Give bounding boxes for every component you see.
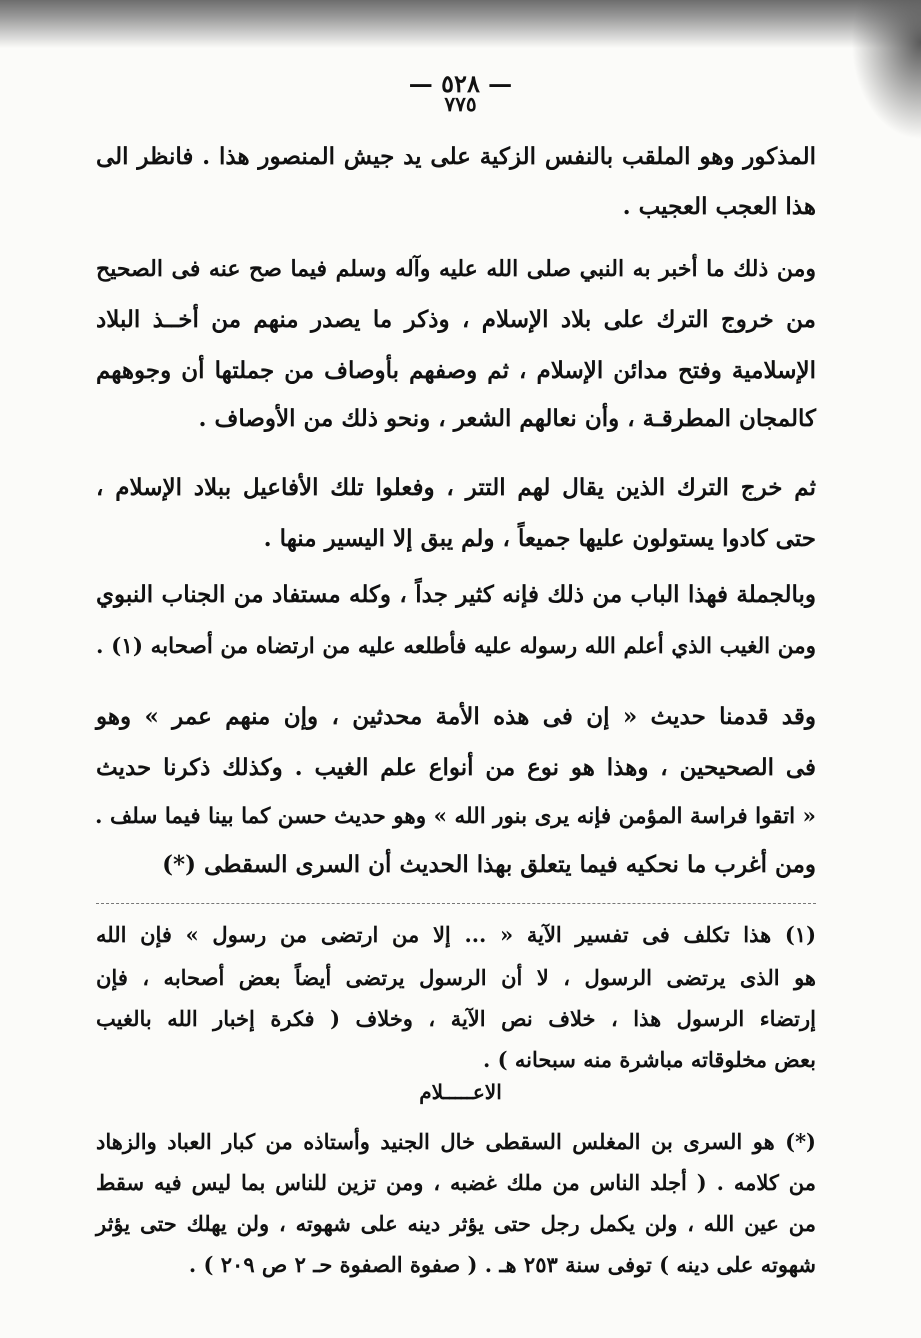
footnote-line: شهوته على دينه ) توفى سنة ٢٥٣ هـ . ( صفوة الصفوة حـ ٢ ص ٢٠٩ ) . bbox=[188, 1252, 816, 1277]
footnote-line: من عين الله ، ولن يكمل رجل حتى يؤثر دينه على شهوته ، ولن يهلك حتى يؤثر bbox=[96, 1211, 816, 1236]
footnote-separator bbox=[96, 903, 816, 904]
body-line: المذكور وهو الملقب بالنفس الزكية على يد جيش المنصور هذا . فانظر الى bbox=[96, 143, 816, 170]
footnote-line: بعض مخلوقاته مباشرة منه سبحانه ) . bbox=[483, 1047, 816, 1072]
body-line: وبالجملة فهذا الباب من ذلك فإنه كثير جداً ، وكله مستفاد من الجناب النبوي bbox=[96, 581, 816, 608]
body-line: ومن الغيب الذي أعلم الله رسوله عليه فأطلعه عليه من ارتضاه من أصحابه (١) . bbox=[96, 634, 816, 659]
body-line: ثم خرج الترك الذين يقال لهم التتر ، وفعلوا تلك الأفاعيل ببلاد الإسلام ، bbox=[96, 474, 816, 501]
footnote-line: من كلامه . ( أجلد الناس من ملك غضبه ، ومن تزين للناس بما ليس فيه سقط bbox=[96, 1170, 816, 1195]
footnote-line: هو الذى يرتضى الرسول ، لا أن الرسول يرتضى أيضاً بعض أصحابه ، فإن bbox=[96, 965, 816, 990]
page-number-primary: — ٥٢٨ — bbox=[408, 69, 513, 98]
scan-smudge-top bbox=[0, 0, 921, 48]
body-line: هذا العجب العجيب . bbox=[622, 193, 816, 220]
body-line: فى الصحيحين ، وهذا هو نوع من أنواع علم الغيب . وكذلك ذكرنا حديث bbox=[96, 754, 816, 781]
body-line: ومن ذلك ما أخبر به النبي صلى الله عليه وآله وسلم فيما صح عنه فى الصحيح bbox=[96, 256, 816, 282]
page-number bbox=[0, 70, 921, 114]
footnote-line: (١) هذا تكلف فى تفسير الآية « ... إلا من ارتضى من رسول » فإن الله bbox=[96, 922, 816, 947]
body-line: « اتقوا فراسة المؤمن فإنه يرى بنور الله » وهو حديث حسن كما بينا فيما سلف . bbox=[95, 804, 816, 829]
body-line: من خروج الترك على بلاد الإسلام ، وذكر ما يصدر منهم من أخــذ البلاد bbox=[96, 306, 816, 333]
page-number-alternate: ٧٧٥ bbox=[444, 92, 477, 116]
notes-heading-text: الاعـــــلام bbox=[419, 1080, 502, 1104]
footnote-line: (*) هو السرى بن المغلس السقطى خال الجنيد وأستاذه من كبار العباد والزهاد bbox=[96, 1129, 816, 1154]
body-line: الإسلامية وفتح مدائن الإسلام ، ثم وصفهم بأوصاف من جملتها أن وجوههم bbox=[96, 357, 816, 384]
body-line: حتى كادوا يستولون عليها جميعاً ، ولم يبق إلا اليسير منها . bbox=[263, 525, 816, 552]
footnote-line: إرتضاء الرسول هذا ، خلاف نص الآية ، وخلاف ( فكرة إخبار الله بالغيب bbox=[96, 1006, 816, 1031]
body-line: كالمجان المطرقـة ، وأن نعالهم الشعر ، ونحو ذلك من الأوصاف . bbox=[198, 405, 816, 432]
notes-heading bbox=[0, 1080, 921, 1104]
body-line: ومن أغرب ما نحكيه فيما يتعلق بهذا الحديث أن السرى السقطى (*) bbox=[162, 851, 816, 878]
body-line: وقد قدمنا حديث « إن فى هذه الأمة محدثين ، وإن منهم عمر » وهو bbox=[96, 703, 816, 730]
